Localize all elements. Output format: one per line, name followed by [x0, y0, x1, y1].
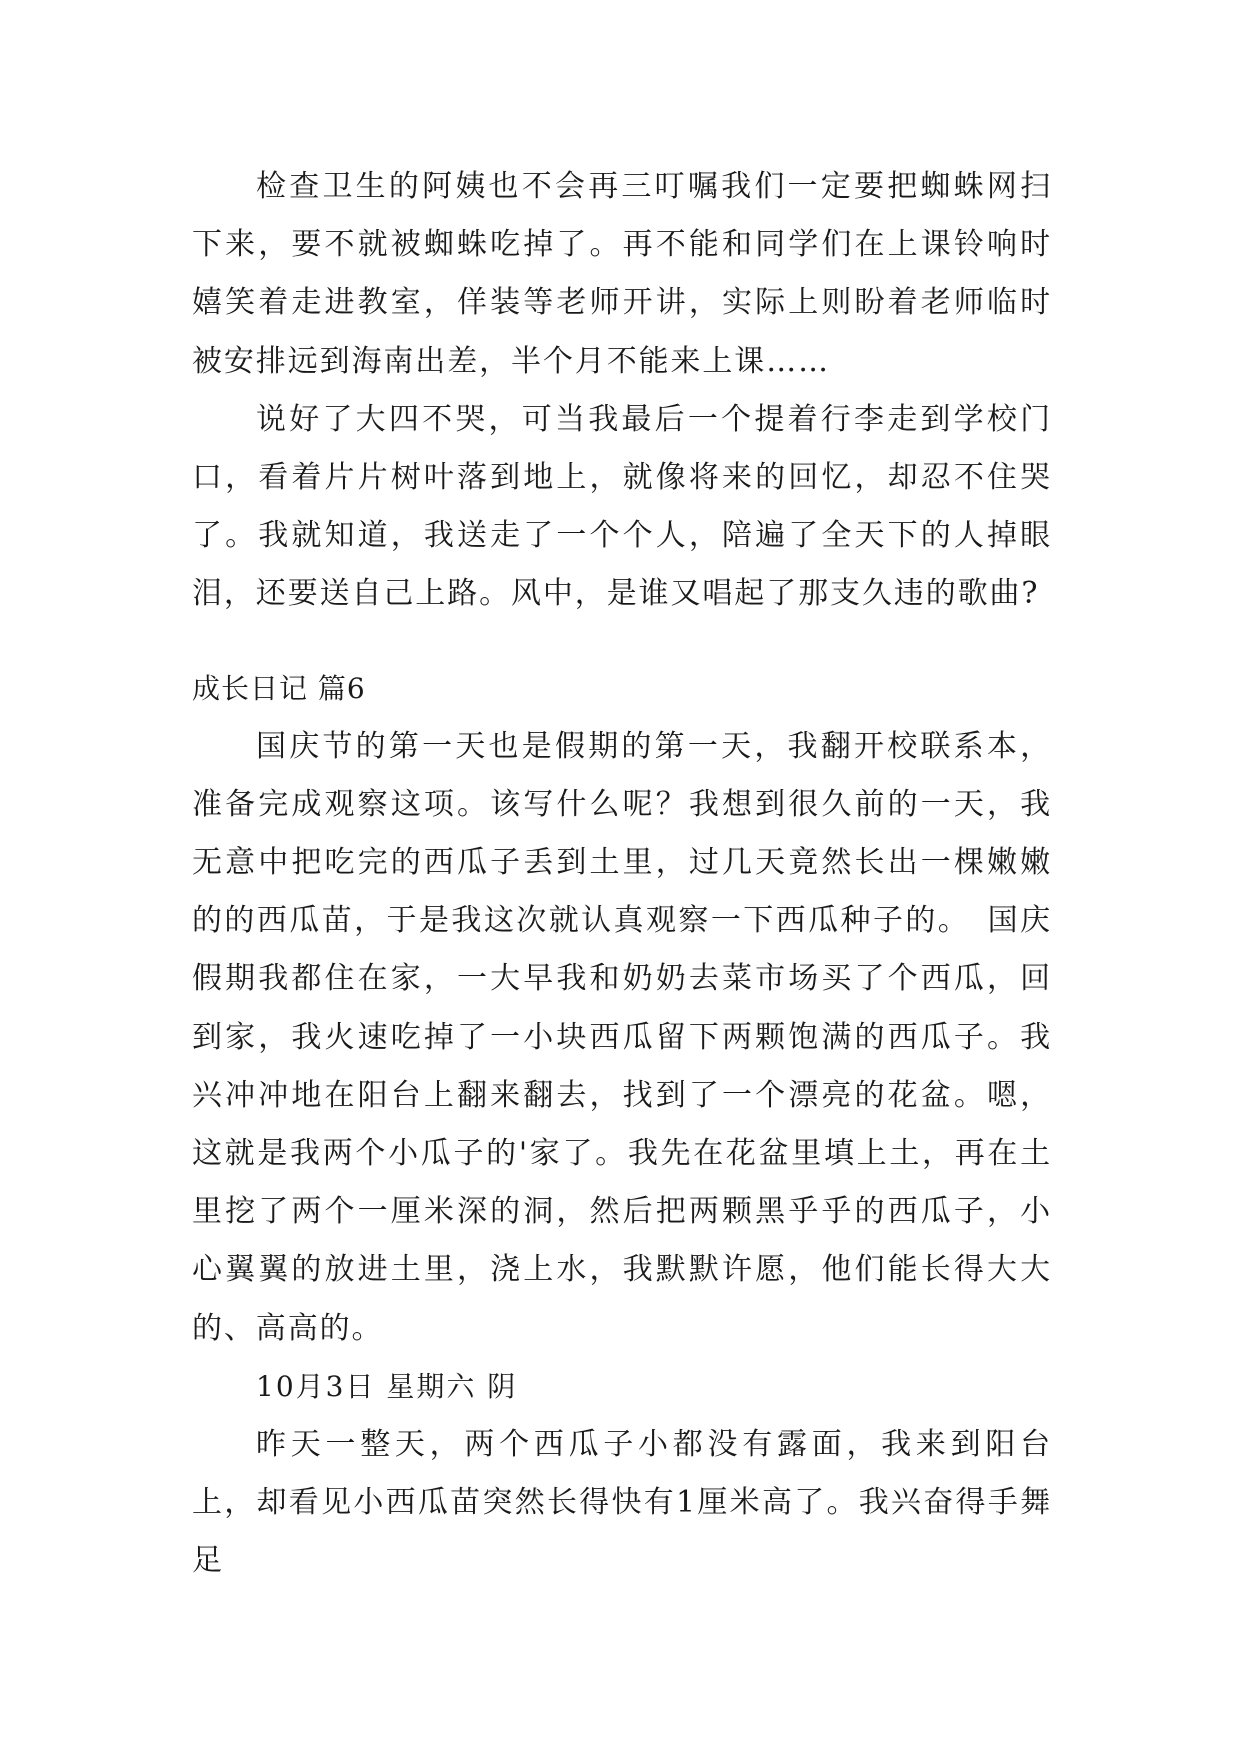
paragraph-cleaning-aunt: 检查卫生的阿姨也不会再三叮嘱我们一定要把蜘蛛网扫下来，要不就被蜘蛛吃掉了。再不能和同学们在上课铃响时嬉笑着走进教室，佯装等老师开讲，实际上则盼着老师临时被安排远到海南出差，半个月不能来上课……: [192, 169, 1052, 379]
section-title: 成长日记 篇6: [192, 671, 366, 705]
document-page: [192, 158, 1052, 1590]
paragraph-graduation: 说好了大四不哭，可当我最后一个提着行李走到学校门口，看着片片树叶落到地上，就像将来的回忆，却忍不住哭了。我就知道，我送走了一个个人，陪遍了全天下的人掉眼泪，还要送自己上路。风中，是谁又唱起了那支久违的歌曲?: [192, 401, 1052, 612]
paragraph-seedling: 昨天一整天，两个西瓜子小都没有露面，我来到阳台上，却看见小西瓜苗突然长得快有1厘米高了。我兴奋得手舞足: [192, 1426, 1052, 1579]
diary-date-line: 10月3日 星期六 阴: [256, 1369, 518, 1403]
paragraph-watermelon-seeds: 国庆节的第一天也是假期的第一天，我翻开校联系本，准备完成观察这项。该写什么呢？我想到很久前的一天，我无意中把吃完的西瓜子丢到土里，过几天竟然长出一棵嫩嫩的的西瓜苗，于是我这次就认真观察一下西瓜种子的。 国庆假期我都住在家，一大早我和奶奶去菜市场买了个西瓜，回到家，我火速吃掉了一小块西瓜留下两颗饱满的西瓜子。我兴冲冲地在阳台上翻来翻去，找到了一个漂亮的花盆。嗯，这就是我两个小瓜子的'家了。我先在花盆里填上土，再在土里挖了两个一厘米深的洞，然后把两颗黑乎乎的西瓜子，小心翼翼的放进土里，浇上水，我默默许愿，他们能长得大大的、高高的。: [192, 728, 1052, 1346]
